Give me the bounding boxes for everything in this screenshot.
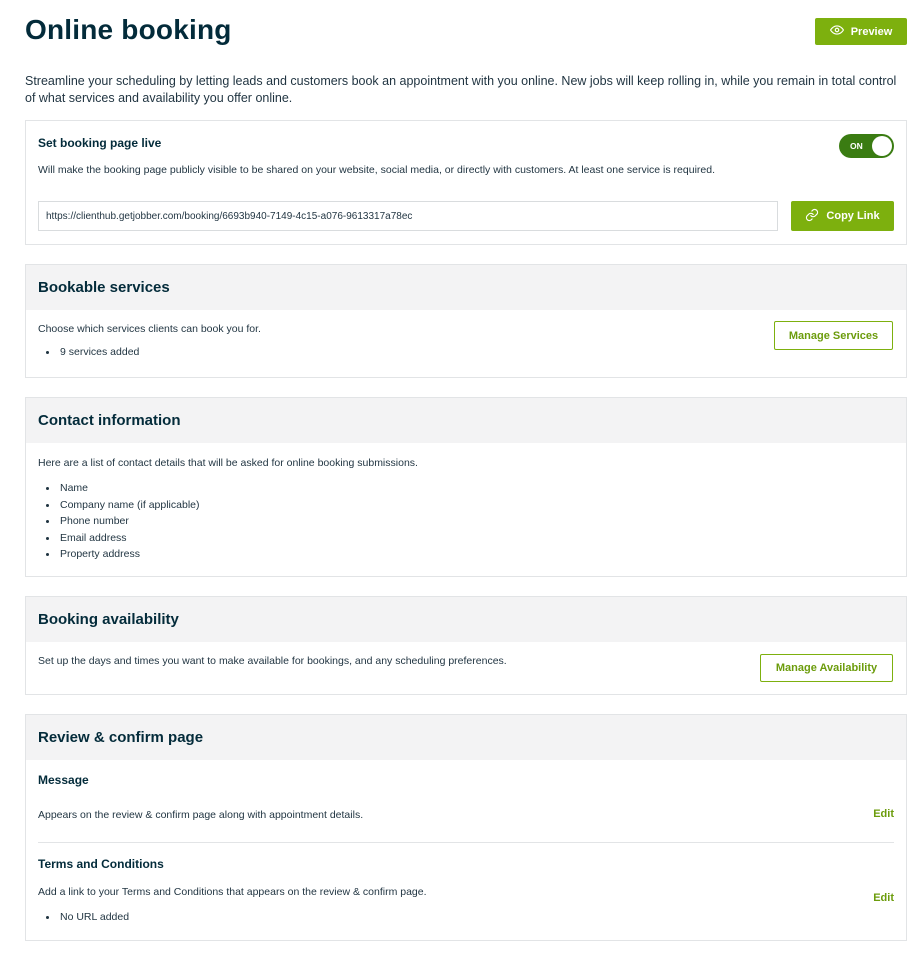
list-item: Name — [38, 480, 894, 497]
message-title: Message — [38, 773, 89, 787]
booking-availability-title: Booking availability — [26, 597, 906, 642]
review-confirm-title: Review & confirm page — [26, 715, 906, 760]
preview-button[interactable] — [815, 18, 907, 45]
contact-information-card — [25, 397, 907, 577]
contact-fields-list — [38, 480, 894, 563]
terms-list — [38, 909, 129, 926]
edit-message-link[interactable]: Edit — [873, 808, 894, 820]
message-description: Appears on the review & confirm page along with appointment details. — [38, 809, 364, 821]
link-icon — [805, 208, 819, 225]
list-item: Phone number — [38, 513, 894, 530]
page-title: Online booking — [25, 14, 232, 45]
list-item: 9 services added — [38, 344, 894, 361]
copy-link-button[interactable] — [791, 201, 894, 231]
services-list — [38, 344, 894, 361]
booking-live-toggle[interactable] — [839, 134, 894, 158]
list-item: No URL added — [38, 909, 129, 926]
bookable-services-description: Choose which services clients can book you for. — [38, 323, 261, 335]
booking-live-description: Will make the booking page publicly visible to be shared on your website, social media, or directly with customers. At least one service is required. — [38, 164, 715, 176]
booking-availability-card — [25, 596, 907, 695]
toggle-label: ON — [850, 141, 863, 151]
list-item: Email address — [38, 530, 894, 547]
contact-information-title: Contact information — [26, 398, 906, 443]
bookable-services-card — [25, 264, 907, 378]
manage-services-button[interactable]: Manage Services — [774, 321, 893, 350]
bookable-services-title: Bookable services — [26, 265, 906, 310]
contact-information-description: Here are a list of contact details that will be asked for online booking submissions. — [38, 457, 418, 469]
divider — [38, 842, 894, 843]
booking-live-title: Set booking page live — [38, 136, 162, 150]
toggle-knob — [872, 136, 892, 156]
terms-description: Add a link to your Terms and Conditions that appears on the review & confirm page. — [38, 886, 427, 898]
booking-url-field[interactable]: https://clienthub.getjobber.com/booking/6693b940-7149-4c15-a076-9613317a78ec — [38, 201, 778, 231]
list-item: Property address — [38, 546, 894, 563]
intro-text: Streamline your scheduling by letting leads and customers book an appointment with you online. New jobs will keep rolling in, while you remain in total control of what services and availability you offer online. — [25, 74, 897, 105]
edit-terms-link[interactable]: Edit — [873, 892, 894, 904]
list-item: Company name (if applicable) — [38, 497, 894, 514]
preview-button-label: Preview — [850, 25, 893, 38]
terms-title: Terms and Conditions — [38, 857, 164, 871]
copy-link-label: Copy Link — [826, 210, 880, 222]
review-confirm-card — [25, 714, 907, 941]
eye-icon — [830, 23, 844, 40]
booking-availability-description: Set up the days and times you want to make available for bookings, and any scheduling preferences. — [38, 655, 507, 667]
manage-availability-button[interactable]: Manage Availability — [760, 654, 893, 682]
booking-live-card — [25, 120, 907, 245]
